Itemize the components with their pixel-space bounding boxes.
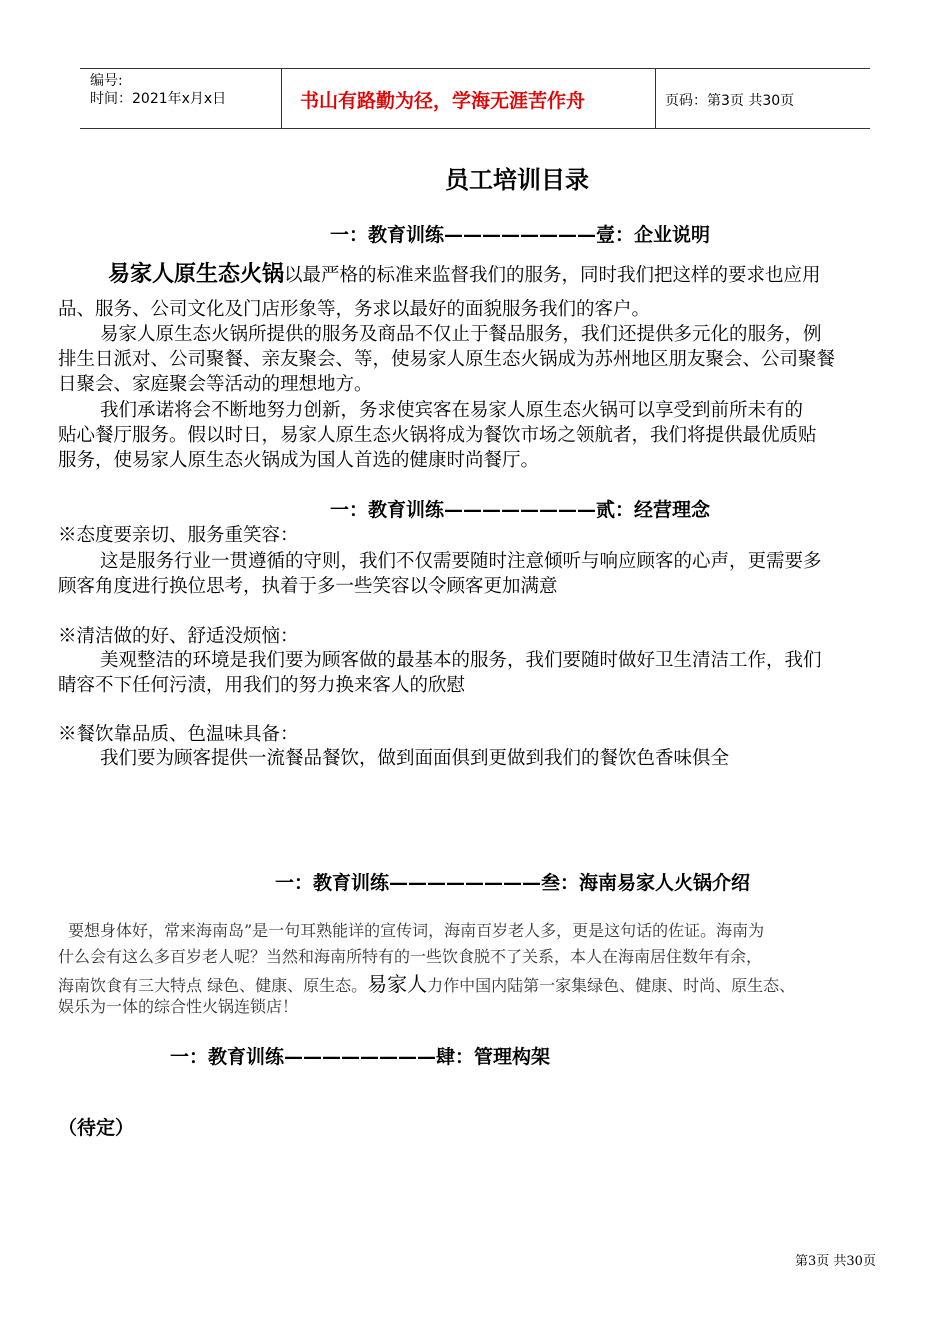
philosophy-item1-line2: 顾客角度进行换位思考，执着于多一些笑容以令顾客更加满意 (58, 576, 558, 597)
philosophy-item2-line2: 睛容不下任何污渍，用我们的努力换来客人的欣慰 (58, 675, 466, 696)
section-heading-management: 一：教育训练————————肆：管理构架 (170, 1046, 551, 1068)
philosophy-item1-title: ※态度要亲切、服务重笑容： (58, 525, 299, 546)
footer-page-label: 第3页 共30页 (795, 1254, 876, 1269)
section1-paragraph1-line2: 品、服务、公司文化及门店形象等，务求以最好的面貌服务我们的客户。 (58, 299, 651, 320)
intro-line3-part-a: 海南饮食有三大特点 绿色、健康、原生态。 (58, 976, 368, 995)
section1-p1-rest: 以最严格的标准来监督我们的服务，同时我们把这样的要求也应用 (284, 265, 821, 286)
philosophy-item2-title: ※清洁做的好、舒适没烦恼： (58, 626, 299, 647)
section1-paragraph2-line2: 排生日派对、公司聚餐、亲友聚会、等，使易家人原生态火锅成为苏州地区朋友聚会、公司聚餐 (58, 349, 836, 370)
section1-paragraph3-line3: 服务，使易家人原生态火锅成为国人首选的健康时尚餐厅。 (58, 450, 540, 471)
intro-line3-part-b: 力作中国内陆第一家集绿色、健康、时尚、原生态、 (427, 976, 796, 995)
header-bottom-rule (80, 128, 870, 129)
philosophy-item3-title: ※餐饮靠品质、色温味具备： (58, 724, 299, 745)
philosophy-item2-line1: 美观整洁的环境是我们要为顾客做的最基本的服务，我们要随时做好卫生清洁工作，我们 (100, 650, 822, 671)
section1-paragraph3-line1: 我们承诺将会不断地努力创新，务求使宾客在易家人原生态火锅可以享受到前所未有的 (100, 400, 804, 421)
philosophy-item1-line1: 这是服务行业一贯遵循的守则，我们不仅需要随时注意倾听与响应顾客的心声，更需要多 (100, 551, 822, 572)
brand-name: 易家人原生态火锅 (108, 262, 285, 287)
header-divider-left (281, 69, 282, 128)
section1-paragraph3-line2: 贴心餐厅服务。假以时日，易家人原生态火锅将成为餐饮市场之领航者，我们将提供最优质贴 (58, 425, 817, 446)
header-divider-right (655, 69, 656, 128)
section-heading-enterprise: 一：教育训练————————壹：企业说明 (330, 224, 711, 246)
section1-paragraph2-line3: 日聚会、家庭聚会等活动的理想地方。 (58, 374, 373, 395)
management-pending-note: （待定） (58, 1117, 135, 1139)
section-heading-philosophy: 一：教育训练————————贰：经营理念 (330, 499, 711, 521)
section1-paragraph1-line1 (108, 257, 821, 288)
document-title: 员工培训目录 (445, 165, 589, 194)
intro-line3 (58, 968, 795, 997)
header-motto: 书山有路勤为径，学海无涯苦作舟 (300, 90, 586, 112)
philosophy-item3-line1: 我们要为顾客提供一流餐品餐饮，做到面面俱到更做到我们的餐饮色香味俱全 (100, 748, 730, 769)
intro-brand-name: 易家人 (367, 972, 428, 996)
intro-line1: 要想身体好，常来海南岛”是一句耳熟能详的宣传词，海南百岁老人多，更是这句话的佐证。海南为 (68, 921, 765, 940)
section-heading-introduction: 一：教育训练————————叁：海南易家人火锅介绍 (275, 872, 751, 894)
header-page-label: 页码：第3页 共30页 (665, 93, 795, 109)
section1-paragraph2-line1: 易家人原生态火锅所提供的服务及商品不仅止于餐品服务，我们还提供多元化的服务，例 (100, 324, 822, 345)
intro-line4: 娱乐为一体的综合性火锅连锁店！ (58, 997, 299, 1016)
header-number-label: 编号: (90, 73, 123, 89)
intro-line2: 什么会有这么多百岁老人呢？当然和海南所特有的一些饮食脱不了关系，本人在海南居住数年有余， (58, 947, 763, 966)
header-time-label: 时间：2021年x月x日 (90, 91, 227, 107)
header-top-rule (80, 68, 870, 69)
